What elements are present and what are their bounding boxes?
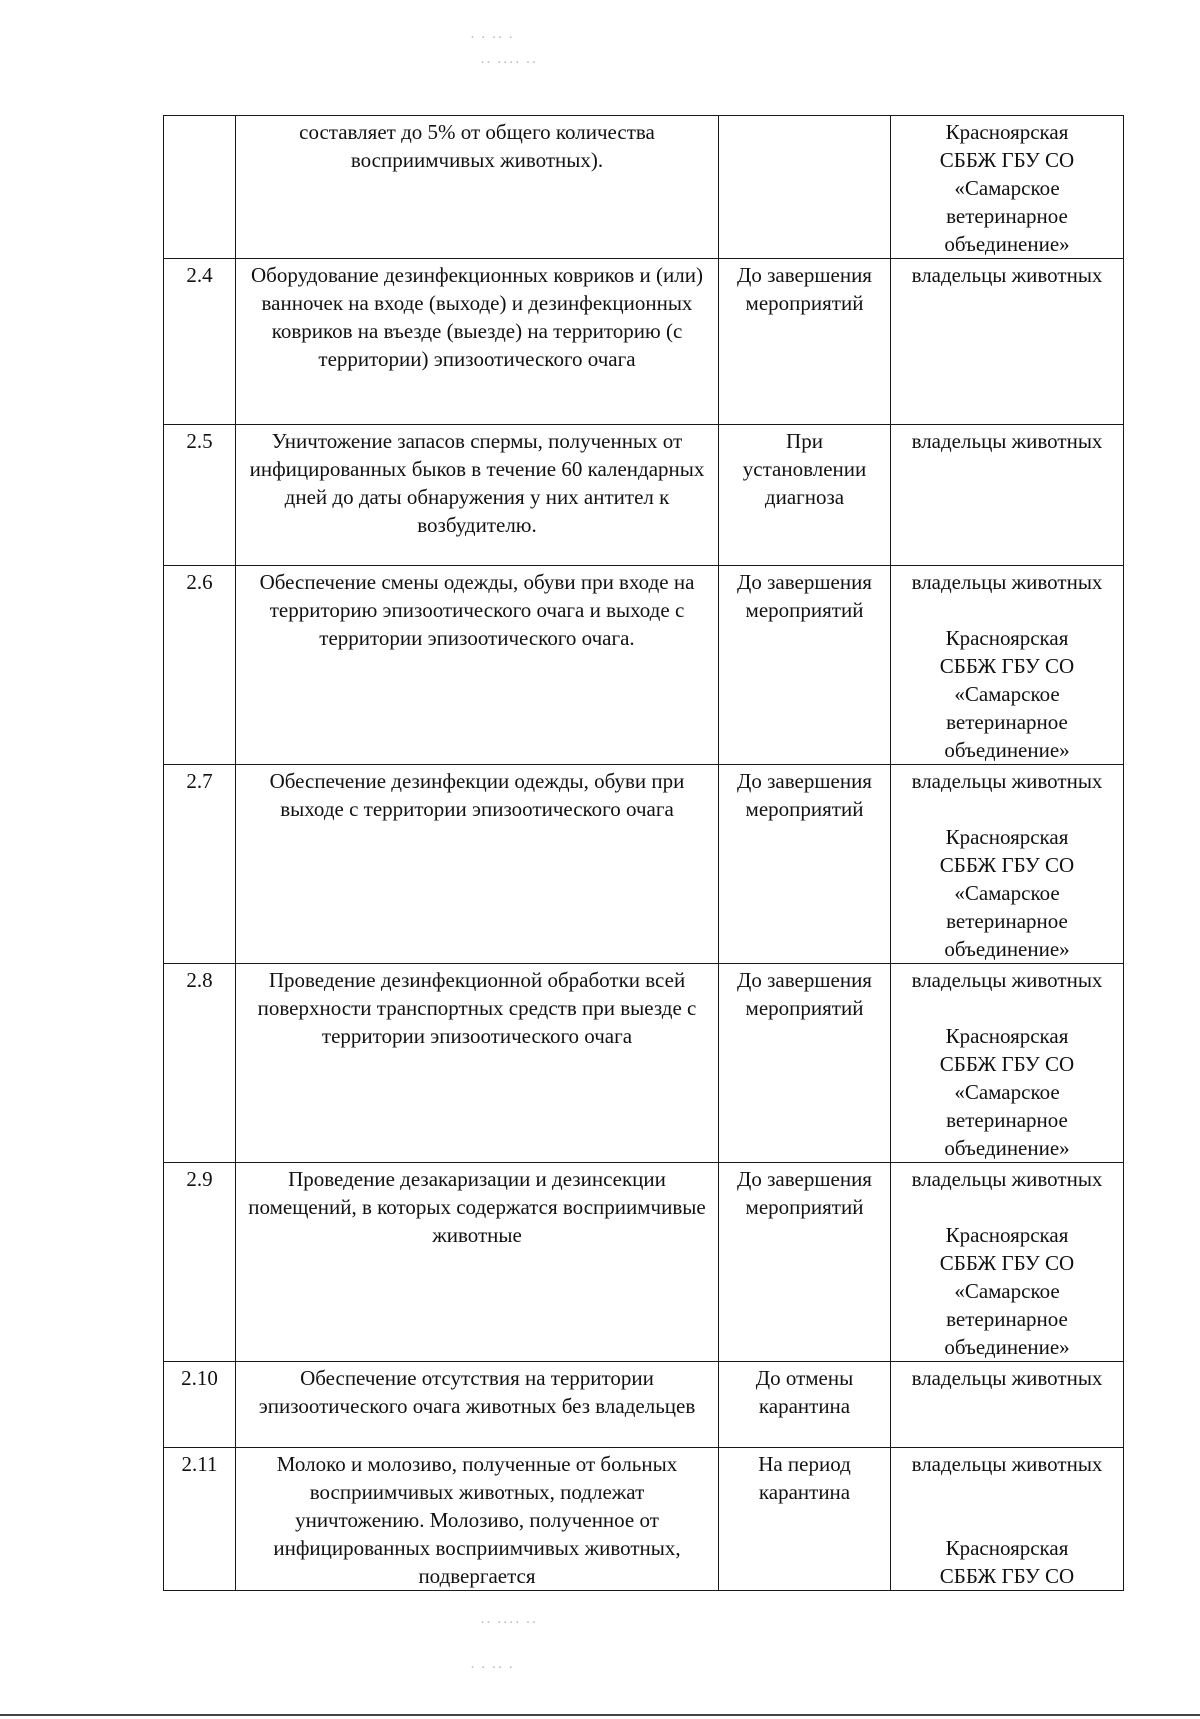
responsible-line: СББЖ ГБУ СО (939, 1251, 1075, 1275)
measure-description: Проведение дезинфекционной обработки всей поверхности транспортных средств при выезде с территории эпизоотического очага (236, 964, 719, 1163)
line-gap (899, 596, 1115, 624)
responsible-line: ветеринарное (946, 1307, 1068, 1331)
responsible-line: владельцы животных (911, 968, 1103, 992)
responsible-line: Красноярская (945, 1536, 1069, 1560)
responsible-line: Красноярская (945, 825, 1069, 849)
page-bottom-edge (0, 1714, 1200, 1716)
measure-term: До завершения мероприятий (719, 259, 891, 425)
responsible-line: объединение» (944, 738, 1070, 762)
responsible-line: ветеринарное (946, 1108, 1068, 1132)
responsible-line: ветеринарное (946, 909, 1068, 933)
row-number (164, 116, 236, 259)
measure-term: До завершения мероприятий (719, 566, 891, 765)
responsible-line: СББЖ ГБУ СО (939, 1052, 1075, 1076)
responsible-line: Красноярская (945, 626, 1069, 650)
responsible-line: объединение» (944, 1335, 1070, 1359)
table-row (164, 964, 1124, 1163)
table-row (164, 1448, 1124, 1591)
responsible-line: Красноярская (945, 1024, 1069, 1048)
responsible-line: «Самарское (954, 1279, 1060, 1303)
responsible-party (891, 259, 1124, 425)
responsible-party (891, 1448, 1124, 1591)
measure-description: Обеспечение отсутствия на территории эпизоотического очага животных без владельцев (236, 1362, 719, 1448)
line-gap (899, 1478, 1115, 1506)
bleed-through-text: ·· ···· ·· (480, 1615, 538, 1631)
table-row (164, 1163, 1124, 1362)
row-number: 2.5 (164, 425, 236, 566)
measure-description: Обеспечение смены одежды, обуви при входе на территорию эпизоотического очага и выходе с территории эпизоотического очага. (236, 566, 719, 765)
responsible-line: объединение» (944, 937, 1070, 961)
table-row (164, 1362, 1124, 1448)
responsible-line: СББЖ ГБУ СО (939, 148, 1075, 172)
row-number: 2.4 (164, 259, 236, 425)
responsible-party (891, 1163, 1124, 1362)
responsible-line: СББЖ ГБУ СО (939, 654, 1075, 678)
measure-description: Проведение дезакаризации и дезинсекции помещений, в которых содержатся восприимчивые животные (236, 1163, 719, 1362)
measure-description: Молоко и молозиво, полученные от больных восприимчивых животных, подлежат уничтожению. Молозиво, полученное от инфицированных восприимчивых животных, подвергается (236, 1448, 719, 1591)
measure-term: До завершения мероприятий (719, 765, 891, 964)
row-number: 2.9 (164, 1163, 236, 1362)
responsible-line: владельцы животных (911, 1452, 1103, 1476)
responsible-line: владельцы животных (911, 769, 1103, 793)
responsible-party (891, 964, 1124, 1163)
responsible-line: владельцы животных (911, 1167, 1103, 1191)
line-gap (899, 1193, 1115, 1221)
measure-description: Обеспечение дезинфекции одежды, обуви при выходе с территории эпизоотического очага (236, 765, 719, 964)
responsible-line: ветеринарное (946, 204, 1068, 228)
table-row (164, 116, 1124, 259)
bleed-through-text: · · ·· · (470, 1660, 515, 1676)
responsible-line: «Самарское (954, 881, 1060, 905)
measures-table (163, 115, 1124, 1591)
line-gap (899, 994, 1115, 1022)
line-gap (899, 1506, 1115, 1534)
responsible-line: Красноярская (945, 120, 1069, 144)
table-row (164, 259, 1124, 425)
measure-description: составляет до 5% от общего количества восприимчивых животных). (236, 116, 719, 259)
responsible-line: объединение» (944, 1136, 1070, 1160)
row-number: 2.10 (164, 1362, 236, 1448)
bleed-through-text: ·· ···· ·· (480, 55, 538, 71)
row-number: 2.6 (164, 566, 236, 765)
responsible-party (891, 116, 1124, 259)
measure-term: До завершения мероприятий (719, 964, 891, 1163)
responsible-line: СББЖ ГБУ СО (939, 1564, 1075, 1588)
responsible-party (891, 1362, 1124, 1448)
responsible-party (891, 765, 1124, 964)
responsible-line: «Самарское (954, 1080, 1060, 1104)
measure-description: Оборудование дезинфекционных ковриков и (или) ванночек на входе (выходе) и дезинфекционных ковриков на въезде (выезде) на территорию (с территории) эпизоотического очага (236, 259, 719, 425)
responsible-line: владельцы животных (911, 1366, 1103, 1390)
responsible-line: «Самарское (954, 176, 1060, 200)
measure-description: Уничтожение запасов спермы, полученных от инфицированных быков в течение 60 календарных дней до даты обнаружения у них антител к возбудителю. (236, 425, 719, 566)
line-gap (899, 795, 1115, 823)
responsible-line: владельцы животных (911, 429, 1103, 453)
responsible-line: Красноярская (945, 1223, 1069, 1247)
bleed-through-text: · · ·· · (470, 30, 515, 46)
row-number: 2.8 (164, 964, 236, 1163)
responsible-party (891, 425, 1124, 566)
responsible-line: владельцы животных (911, 570, 1103, 594)
row-number: 2.11 (164, 1448, 236, 1591)
measure-term: До завершения мероприятий (719, 1163, 891, 1362)
table-row (164, 566, 1124, 765)
responsible-line: СББЖ ГБУ СО (939, 853, 1075, 877)
measure-term: При установлении диагноза (719, 425, 891, 566)
row-number: 2.7 (164, 765, 236, 964)
responsible-party (891, 566, 1124, 765)
table-row (164, 425, 1124, 566)
measure-term (719, 116, 891, 259)
table-row (164, 765, 1124, 964)
measure-term: На период карантина (719, 1448, 891, 1591)
responsible-line: владельцы животных (911, 263, 1103, 287)
responsible-line: объединение» (944, 232, 1070, 256)
measure-term: До отмены карантина (719, 1362, 891, 1448)
responsible-line: ветеринарное (946, 710, 1068, 734)
responsible-line: «Самарское (954, 682, 1060, 706)
